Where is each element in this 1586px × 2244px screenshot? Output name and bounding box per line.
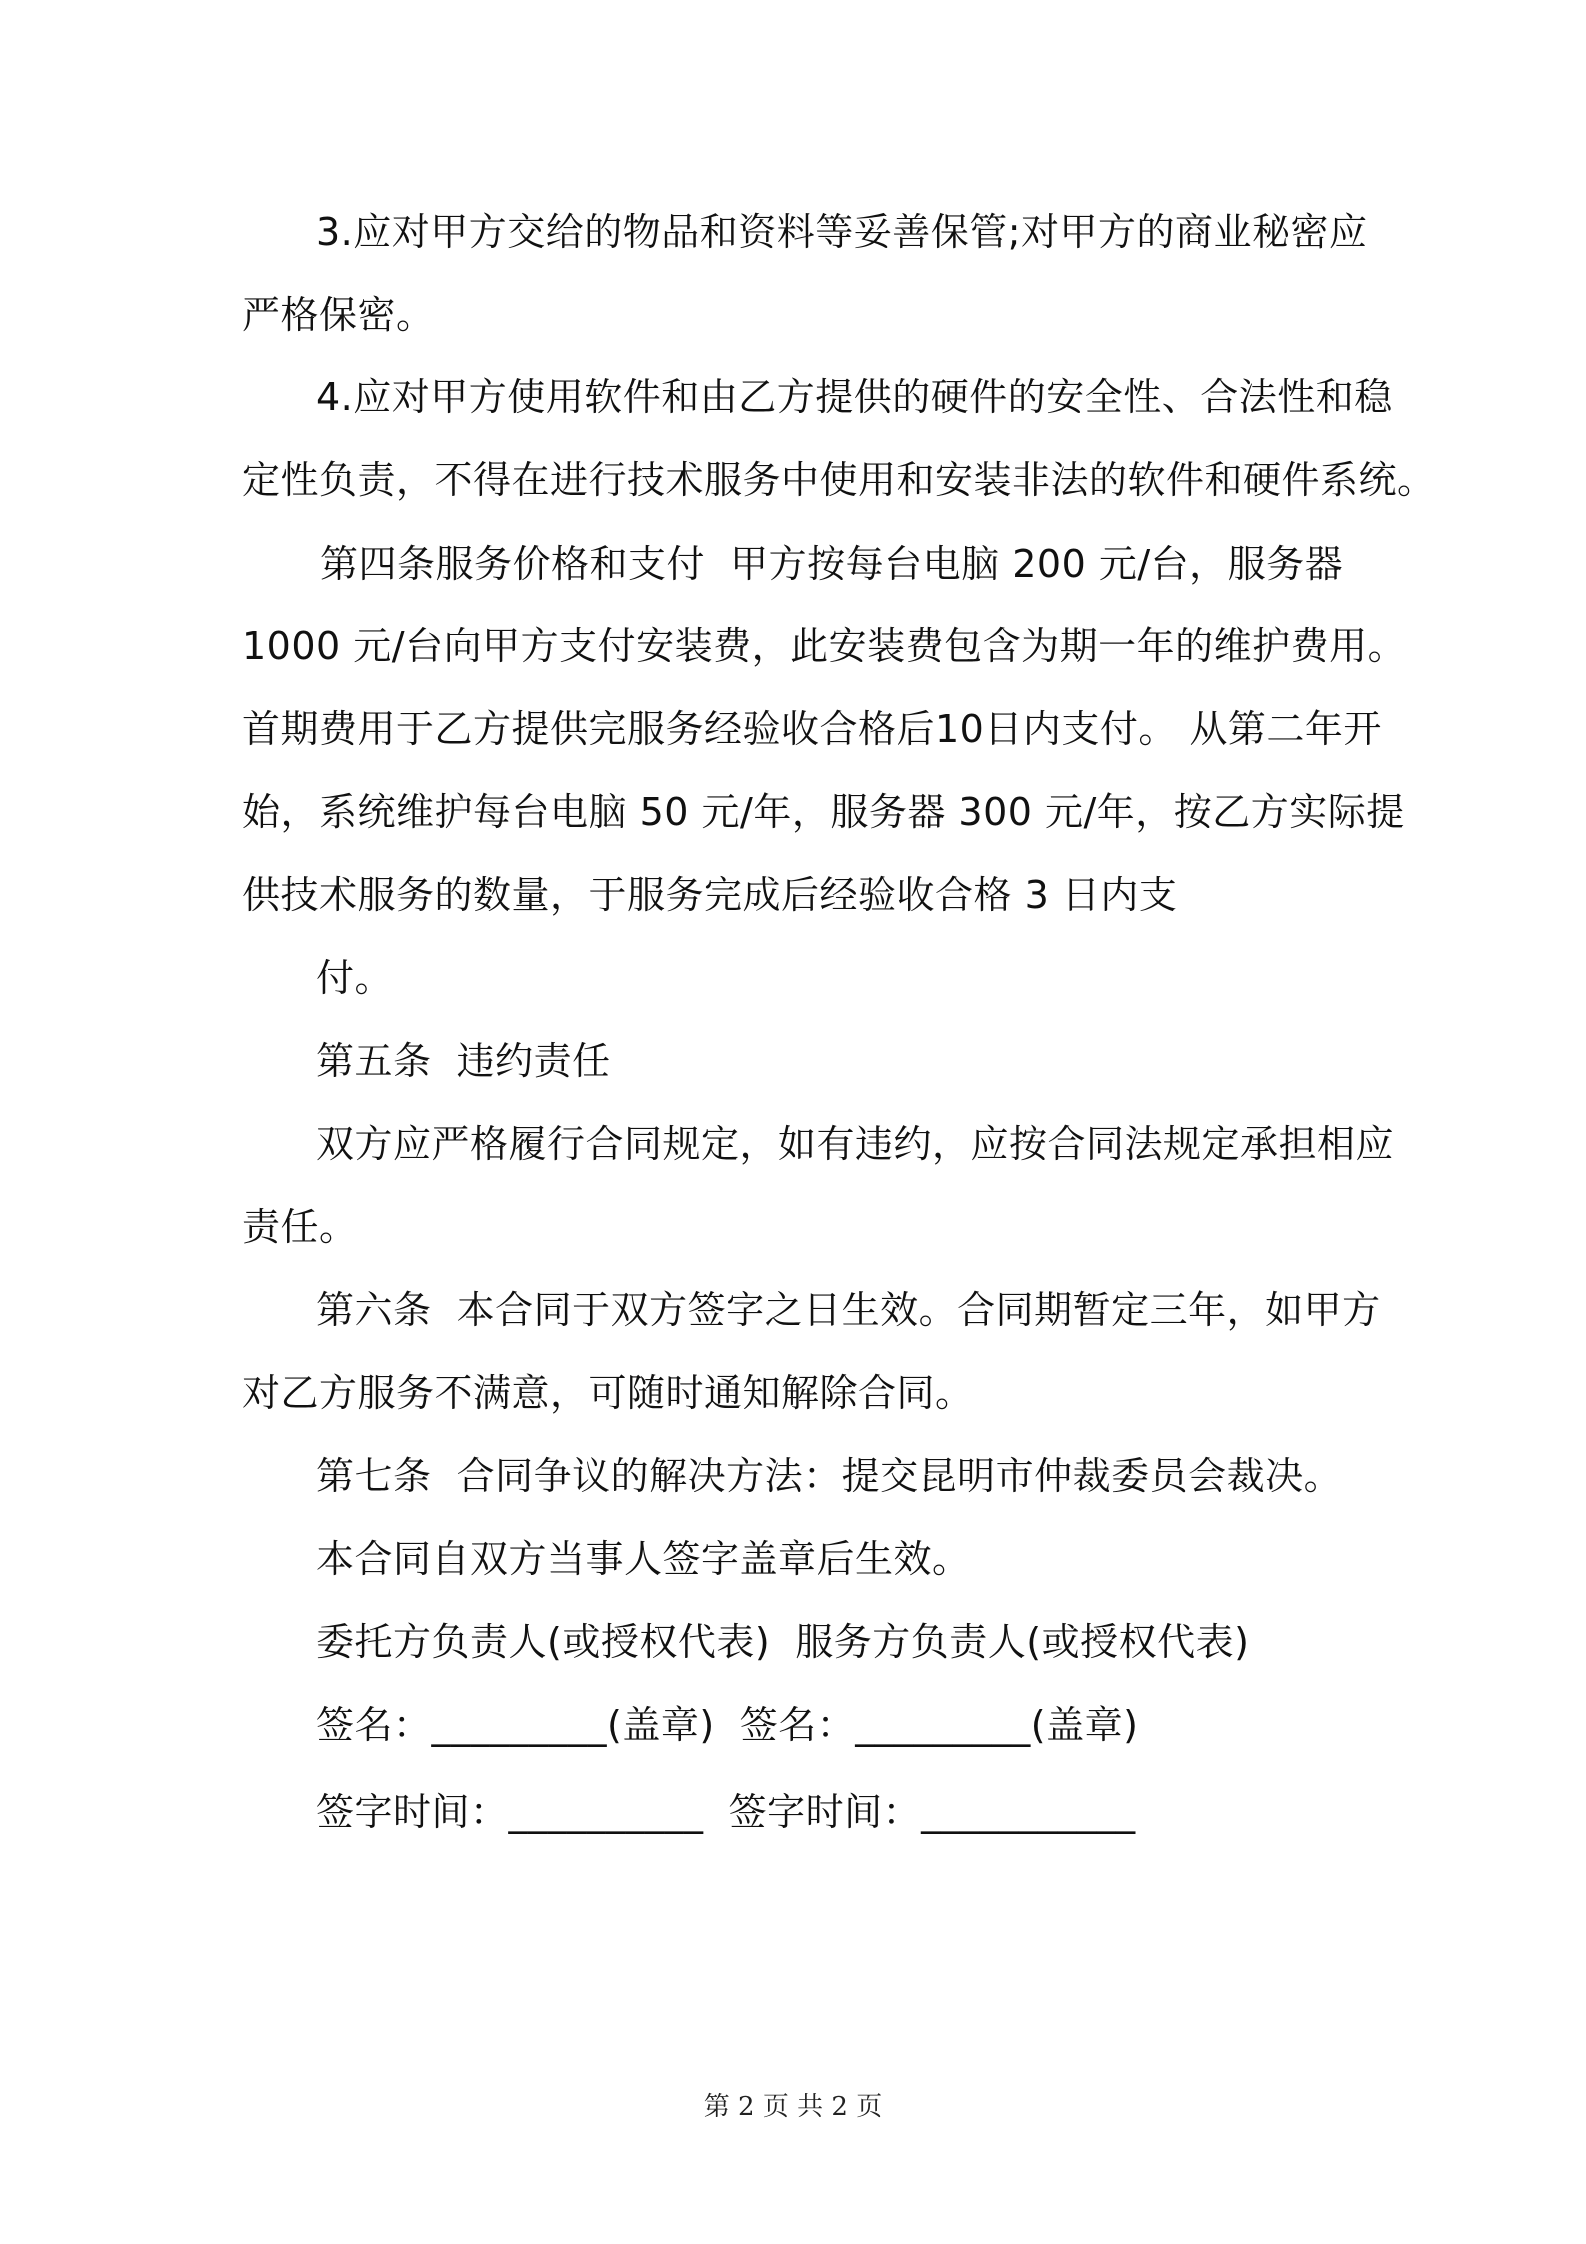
clause6-line1: 第六条 本合同于双方签字之日生效。合同期暂定三年，如甲方 xyxy=(316,1288,1381,1332)
clause5-heading: 第五条 违约责任 xyxy=(316,1039,611,1083)
clause5-line1: 双方应严格履行合同规定，如有违约，应按合同法规定承担相应 xyxy=(316,1122,1395,1166)
clause4-line2: 1000 元/台向甲方支付安装费，此安装费包含为期一年的维护费用。 xyxy=(242,624,1407,668)
clause5-line2: 责任。 xyxy=(242,1205,358,1249)
signature-parties: 委托方负责人(或授权代表) 服务方负责人(或授权代表) xyxy=(316,1620,1250,1664)
clause4-line1: 第四条服务价格和支付 甲方按每台电脑 200 元/台，服务器 xyxy=(320,542,1344,586)
clause7-line1: 第七条 合同争议的解决方法：提交昆明市仲裁委员会裁决。 xyxy=(316,1454,1343,1498)
clause4-line5: 供技术服务的数量，于服务完成后经验收合格 3 日内支 xyxy=(242,873,1178,917)
clause4-line4: 始，系统维护每台电脑 50 元/年，服务器 300 元/年，按乙方实际提 xyxy=(242,790,1405,834)
page-footer: 第 2 页 共 2 页 xyxy=(703,2092,883,2122)
clause3-item4-line1: 4.应对甲方使用软件和由乙方提供的硬件的安全性、合法性和稳 xyxy=(316,375,1393,419)
clause4-line6: 付。 xyxy=(316,956,394,1000)
signature-sign-line: 签名：_________(盖章) 签名：_________(盖章) xyxy=(316,1703,1139,1747)
clause3-item3-line1: 3.应对甲方交给的物品和资料等妥善保管;对甲方的商业秘密应 xyxy=(316,210,1368,254)
effective-statement: 本合同自双方当事人签字盖章后生效。 xyxy=(316,1537,971,1581)
clause6-line2: 对乙方服务不满意，可随时通知解除合同。 xyxy=(242,1371,974,1415)
clause3-item4-line2: 定性负责，不得在进行技术服务中使用和安装非法的软件和硬件系统。 xyxy=(242,458,1436,502)
clause4-line3: 首期费用于乙方提供完服务经验收合格后10日内支付。 从第二年开 xyxy=(242,707,1382,751)
clause3-item3-line2: 严格保密。 xyxy=(242,293,435,337)
signature-date-line: 签字时间：__________ 签字时间：___________ xyxy=(316,1790,1136,1834)
